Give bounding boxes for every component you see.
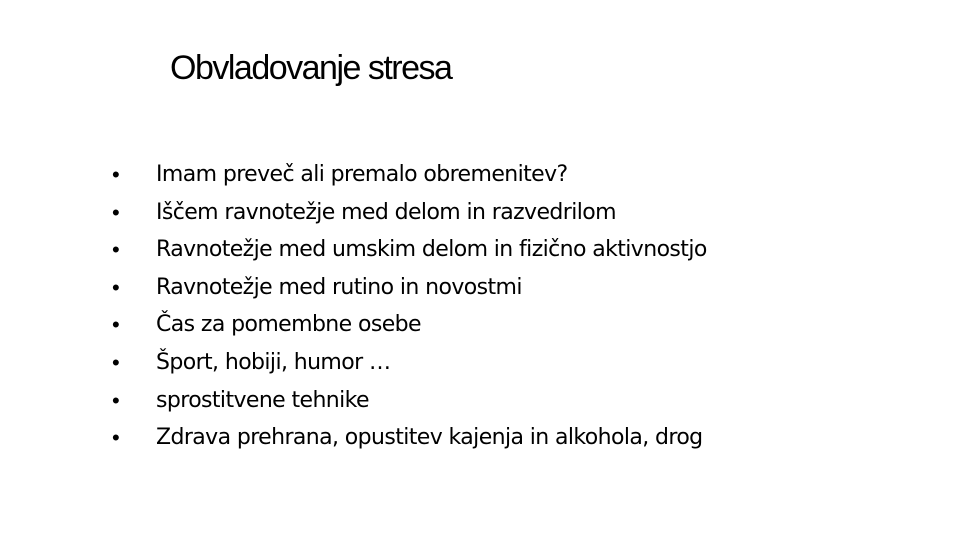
- bullet-text: Zdrava prehrana, opustitev kajenja in alkohola, drog: [156, 425, 703, 451]
- bullet-text: Ravnotežje med umskim delom in fizično aktivnostjo: [156, 237, 707, 263]
- list-item: [112, 194, 707, 232]
- bullet-icon: •: [112, 387, 120, 413]
- bullet-icon: •: [112, 162, 120, 187]
- bullet-text: Iščem ravnotežje med delom in razvedrilom: [156, 199, 616, 225]
- list-item: [112, 231, 707, 269]
- list-item: [112, 269, 707, 307]
- bullet-text: Čas za pomembne osebe: [156, 312, 421, 338]
- bullet-text: sprostitvene tehnike: [156, 387, 369, 413]
- list-item: [112, 156, 707, 194]
- slide-title: Obvladovanje stresa: [170, 49, 452, 87]
- list-item: [112, 419, 707, 457]
- bullet-icon: •: [112, 237, 120, 263]
- list-item: [112, 306, 707, 344]
- bullet-text: Imam preveč ali premalo obremenitev?: [156, 162, 568, 187]
- bullet-icon: •: [112, 425, 120, 451]
- bullet-icon: •: [112, 349, 120, 375]
- list-item: [112, 344, 707, 382]
- bullet-text: Ravnotežje med rutino in novostmi: [156, 274, 522, 300]
- bullet-icon: •: [112, 274, 120, 300]
- bullet-icon: •: [112, 199, 120, 225]
- bullet-text: Šport, hobiji, humor …: [156, 349, 391, 375]
- list-item: [112, 382, 707, 420]
- bullet-list: [112, 156, 707, 457]
- bullet-icon: •: [112, 312, 120, 338]
